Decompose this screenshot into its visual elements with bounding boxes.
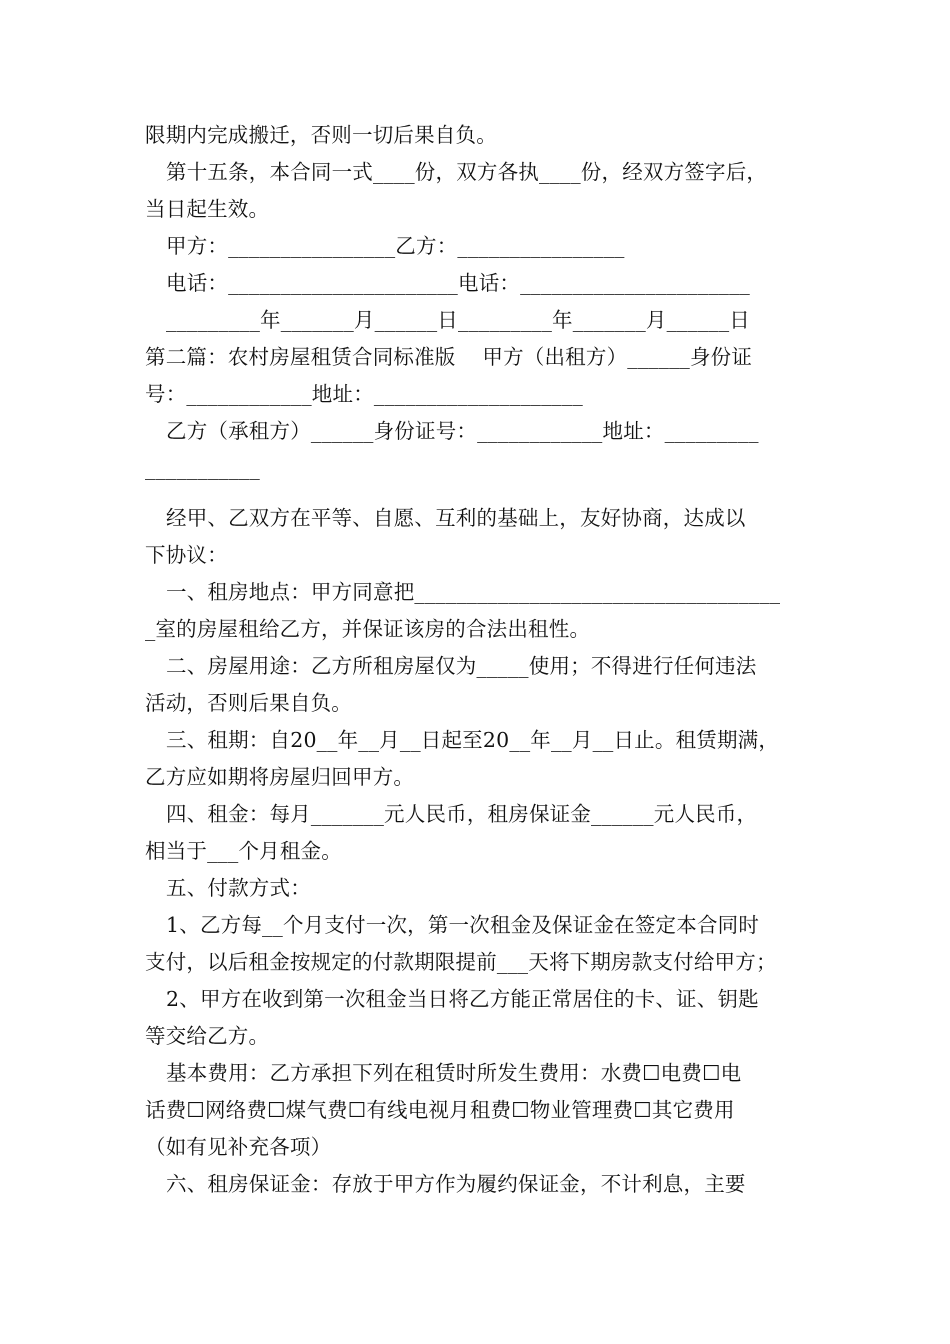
text-line: 二、房屋用途：乙方所租房屋仅为_____使用；不得进行任何违法: [166, 654, 757, 678]
text-line: 电话：______________________电话：______________________: [166, 271, 750, 295]
text-line: 当日起生效。: [145, 197, 270, 221]
text-line: 四、租金：每月_______元人民币，租房保证金______元人民币，: [166, 802, 758, 826]
text-line: 六、租房保证金：存放于甲方作为履约保证金，不计利息，主要: [166, 1172, 746, 1196]
text-line: _________年_______月______日_________年_______月______日: [166, 308, 750, 332]
text-line: 活动，否则后果自负。: [145, 691, 352, 715]
text-line: 2、甲方在收到第一次租金当日将乙方能正常居住的卡、证、钥匙: [166, 987, 759, 1011]
text-line: 1、乙方每__个月支付一次，第一次租金及保证金在签定本合同时: [166, 913, 760, 937]
text-line: 经甲、乙双方在平等、自愿、互利的基础上，友好协商，达成以: [166, 506, 746, 530]
text-line: 第二篇：农村房屋租赁合同标准版 甲方（出租方）______身份证: [145, 345, 753, 369]
text-line: 相当于___个月租金。: [145, 839, 342, 863]
text-line: 三、租期：自20__年__月__日起至20__年__月__日止。租赁期满，: [166, 728, 780, 752]
text-line: ___________: [145, 456, 260, 480]
text-line: 下协议：: [145, 543, 228, 567]
text-line: 一、租房地点：甲方同意把___________________________________: [166, 580, 781, 604]
paragraph-spacer: [145, 487, 820, 500]
text-line: 乙方应如期将房屋归回甲方。: [145, 765, 415, 789]
text-line: （如有见补充各项）: [145, 1135, 332, 1159]
text-line: 第十五条，本合同一式____份，双方各执____份，经双方签字后，: [166, 160, 768, 184]
text-line: 号：____________地址：____________________: [145, 382, 583, 406]
text-line: 支付，以后租金按规定的付款期限提前___天将下期房款支付给甲方；: [145, 950, 777, 974]
text-line: 基本费用：乙方承担下列在租赁时所发生费用：水费☐电费☐电: [166, 1061, 742, 1085]
text-line: 五、付款方式：: [166, 876, 311, 900]
text-line: 乙方（承租方）______身份证号：____________地址：_________: [166, 419, 759, 443]
contract-text-body: [145, 117, 820, 1203]
text-line: 话费☐网络费☐煤气费☐有线电视月租费☐物业管理费☐其它费用: [145, 1098, 735, 1122]
text-line: 等交给乙方。: [145, 1024, 270, 1048]
text-line: _室的房屋租给乙方，并保证该房的合法出租性。: [145, 617, 591, 641]
text-line: 甲方：________________乙方：________________: [166, 234, 625, 258]
text-line: 限期内完成搬迁，否则一切后果自负。: [145, 123, 497, 147]
